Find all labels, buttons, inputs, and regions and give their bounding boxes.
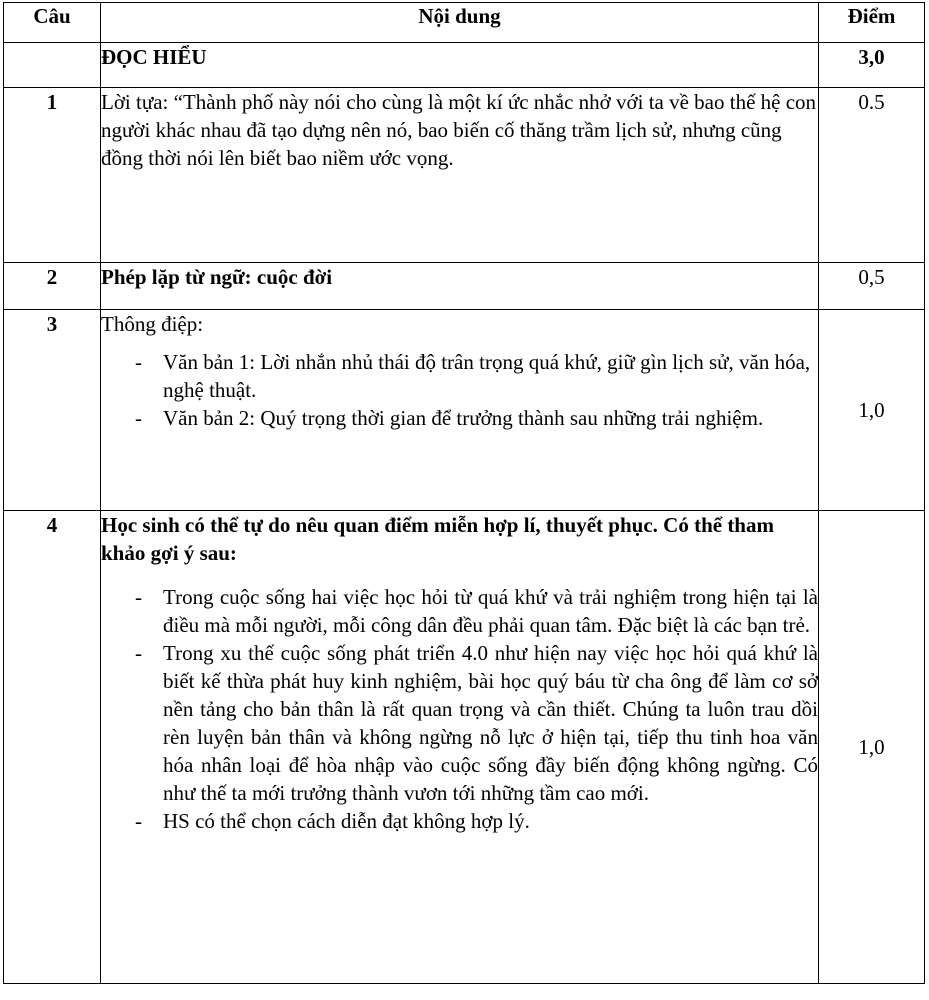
list-item: [101, 807, 818, 835]
section-title-doc-hieu: ĐỌC HIỂU: [101, 43, 819, 88]
row-content-1: [101, 88, 819, 263]
row-score-3: 1,0: [819, 310, 925, 511]
list-item: [101, 583, 818, 639]
table-row: [4, 511, 925, 984]
row-number-4: 4: [4, 511, 101, 984]
row-content-4: [101, 511, 819, 984]
column-header-noi-dung: Nội dung: [101, 3, 819, 43]
bullet-list-3: [101, 348, 818, 432]
row-score-1: 0.5: [819, 88, 925, 263]
grading-rubric-table: [3, 2, 925, 984]
dash-marker-icon: -: [135, 585, 142, 609]
bullet-text: Trong xu thế cuộc sống phát triển 4.0 như hiện nay việc học hỏi quá khứ là biết kế thừa phát huy kinh nghiệm, bài học quý báu từ cha ông để làm cơ sở nền tảng cho bản thân là rất quan trọng và cần thiết. Chúng ta luôn trau dồi rèn luyện bản thân và không ngừng nỗ lực ở hiện tại, tiếp thu tinh hoa văn hóa nhân loại để hòa nhập vào cuộc sống đầy biến động không ngừng. Có như thế ta mới trưởng thành vươn tới những tầm cao mới.: [163, 641, 818, 805]
row-content-2: [101, 263, 819, 310]
dash-marker-icon: -: [135, 406, 142, 430]
list-item: [101, 348, 818, 404]
dash-marker-icon: -: [135, 350, 142, 374]
row-score-4: 1,0: [819, 511, 925, 984]
section-row-doc-hieu: [4, 43, 925, 88]
answer-text-2: Phép lặp từ ngữ: cuộc đời: [101, 265, 333, 289]
bullet-list-4: [101, 583, 818, 835]
table-row: [4, 263, 925, 310]
row-number-2: 2: [4, 263, 101, 310]
answer-lead-4: Học sinh có thể tự do nêu quan điểm miễn hợp lí, thuyết phục. Có thể tham khảo gợi ý sau:: [101, 513, 774, 565]
section-row-cau-empty: [4, 43, 101, 88]
list-item: [101, 404, 818, 432]
table-header-row: [4, 3, 925, 43]
row-number-1: 1: [4, 88, 101, 263]
dash-marker-icon: -: [135, 809, 142, 833]
answer-lead-3: Thông điệp:: [101, 312, 204, 336]
bullet-text: Trong cuộc sống hai việc học hỏi từ quá khứ và trải nghiệm trong hiện tại là điều mà mỗi người, mỗi công dân đều phải quan tâm. Đặc biệt là các bạn trẻ.: [163, 585, 818, 637]
dash-marker-icon: -: [135, 641, 142, 665]
section-score-doc-hieu: 3,0: [819, 43, 925, 88]
spacer: [101, 567, 818, 583]
table-row: [4, 88, 925, 263]
row-score-2: 0,5: [819, 263, 925, 310]
list-item: [101, 639, 818, 807]
row-content-3: [101, 310, 819, 511]
row-number-3: 3: [4, 310, 101, 511]
bullet-text: Văn bản 1: Lời nhắn nhủ thái độ trân trọng quá khứ, giữ gìn lịch sử, văn hóa, nghệ thuật.: [163, 350, 811, 402]
answer-text-1: Lời tựa: “Thành phố này nói cho cùng là một kí ức nhắc nhở với ta về bao thế hệ con người khác nhau đã tạo dựng nên nó, bao biến cố thăng trầm lịch sử, nhưng cũng đồng thời nói lên biết bao niềm ước vọng.: [101, 90, 817, 170]
column-header-diem: Điểm: [819, 3, 925, 43]
column-header-cau: Câu: [4, 3, 101, 43]
spacer: [101, 338, 818, 348]
table-row: [4, 310, 925, 511]
bullet-text: Văn bản 2: Quý trọng thời gian để trưởng thành sau những trải nghiệm.: [163, 406, 764, 430]
bullet-text: HS có thể chọn cách diễn đạt không hợp lý.: [163, 809, 530, 833]
